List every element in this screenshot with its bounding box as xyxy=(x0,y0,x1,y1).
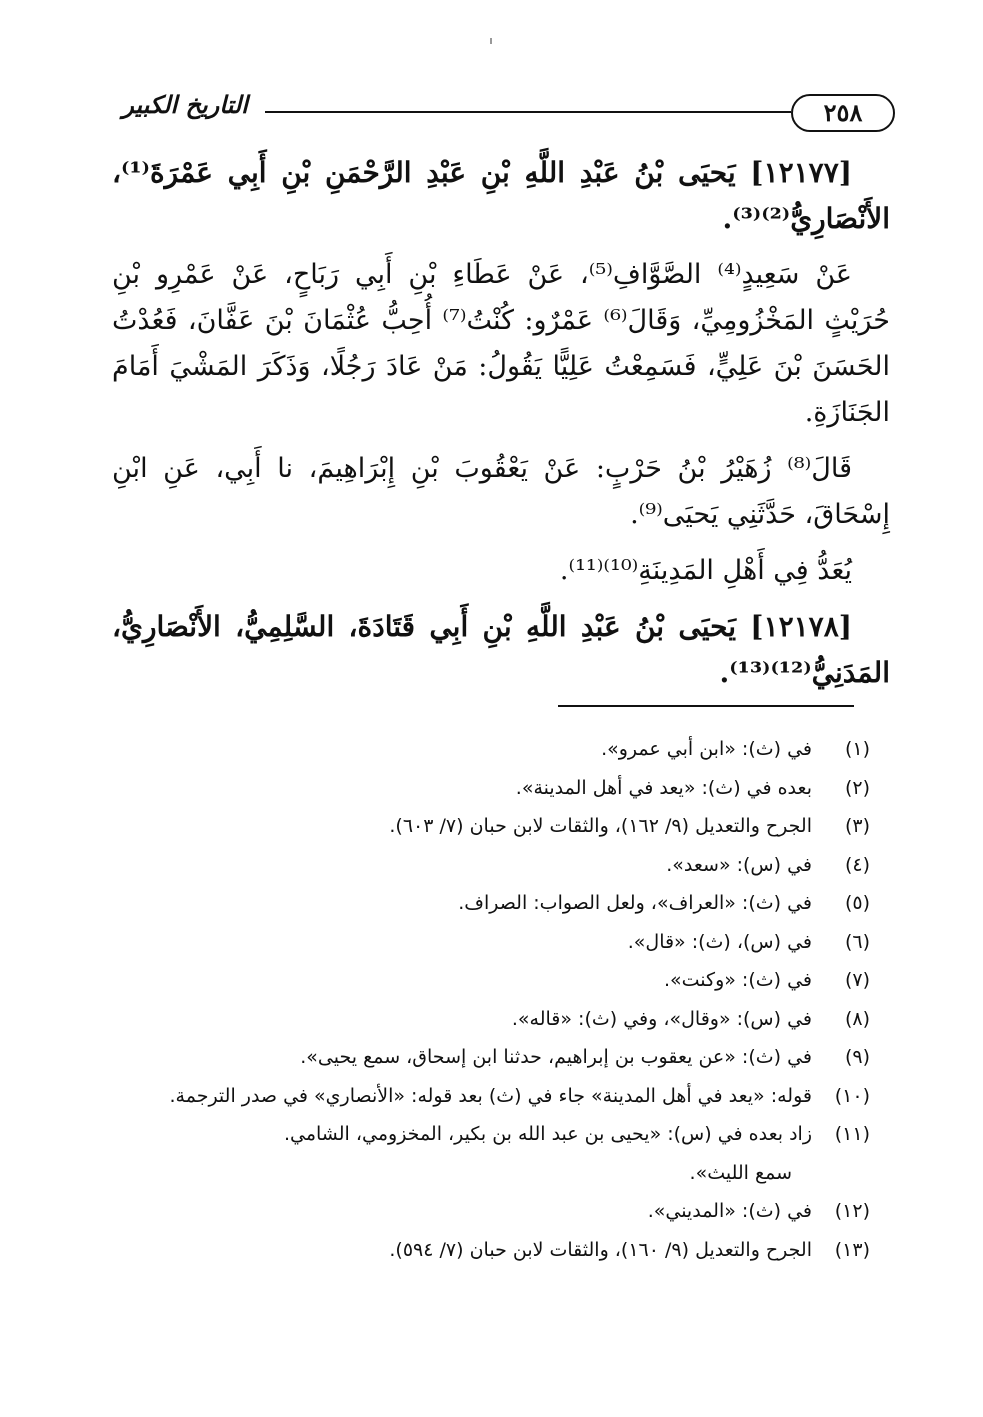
footnote-number: (٤) xyxy=(844,853,870,876)
footnote xyxy=(150,1192,870,1231)
footnote-text: في (س): «سعد». xyxy=(666,853,812,876)
footnote-number: (٦) xyxy=(844,930,870,953)
footnote-text: في (س)، (ث): «قال». xyxy=(627,930,812,953)
madina-paragraph: يُعَدُّ فِي أَهْلِ المَدِينَةِ⁽¹⁰⁾⁽¹¹⁾. xyxy=(559,555,852,586)
footnote-number: (٣) xyxy=(844,815,870,837)
footnote-text: قوله: «يعد في أهل المدينة» جاء في (ث) بعد قوله: «الأنصاري» في صدر الترجمة. xyxy=(169,1084,812,1107)
footnote-text: بعده في (ث): «يعد في أهل المدينة». xyxy=(515,776,812,799)
footnote xyxy=(150,846,870,885)
footnote xyxy=(150,1038,870,1077)
footnotes xyxy=(150,730,870,1269)
footnote xyxy=(150,807,870,846)
book-title: التاريخ الكبير xyxy=(122,90,248,119)
footnote-separator xyxy=(558,705,854,707)
footnote-continuation xyxy=(150,1154,870,1193)
footnote xyxy=(150,730,870,769)
header-rule xyxy=(265,111,791,113)
footnote-text: في (ث): «ابن أبي عمرو». xyxy=(601,738,812,760)
footnote xyxy=(150,923,870,962)
footnote-number: (١٢) xyxy=(834,1200,870,1222)
footnote-number: (١٠) xyxy=(834,1084,870,1107)
footnote xyxy=(150,884,870,923)
page-header xyxy=(115,88,895,138)
footnote-text: الجرح والتعديل (٩/ ١٦٠)، والثقات لابن حبان (٧/ ٥٩٤). xyxy=(389,1238,812,1261)
entry-12178-title: [١٢١٧٨] يَحيَى بْنُ عَبْدِ اللَّهِ بْنِ أَبِي قَتَادَةَ، السَّلِمِيُّ، الأَنْصَارِيُّ، المَدَنِيُّ⁽¹²⁾⁽¹³⁾. xyxy=(112,610,890,689)
footnote-number: (١١) xyxy=(834,1123,870,1145)
footnote-number: (٩) xyxy=(844,1046,870,1068)
footnote-text: الجرح والتعديل (٩/ ١٦٢)، والثقات لابن حبان (٧/ ٦٠٣). xyxy=(389,815,812,837)
footnote-number: (٥) xyxy=(844,892,870,914)
narration-paragraph: عَنْ سَعِيدٍ⁽⁴⁾ الصَّوَّافِ⁽⁵⁾، عَنْ عَطَاءِ بْنِ أَبِي رَبَاحٍ، عَنْ عَمْرِو بْنِ حُرَيْثٍ المَخْزُومِيِّ، وَقَالَ⁽⁶⁾ عَمْرٌو: كُنْتُ⁽⁷⁾ أُحِبُّ عُثْمَانَ بْنَ عَفَّانَ، فَعُدْتُ الحَسَنَ بْنَ عَلِيٍّ، فَسَمِعْتُ عَلِيًّا يَقُولُ: مَنْ عَادَ رَجُلًا، وَذَكَرَ المَشْيَ أَمَامَ الجَنَازَةِ. xyxy=(112,259,890,428)
footnote xyxy=(150,1077,870,1116)
footnote xyxy=(150,961,870,1000)
footnote-text: في (ث): «عن يعقوب بن إبراهيم، حدثنا ابن إسحاق، سمع يحيى». xyxy=(300,1046,812,1068)
footnote xyxy=(150,1231,870,1270)
zuhair-paragraph: قَالَ⁽⁸⁾ زُهَيْرُ بْنُ حَرْبٍ: عَنْ يَعْقُوبَ بْنِ إِبْرَاهِيمَ، نا أَبِي، عَنِ ابْنِ إِسْحَاقَ، حَدَّثَنِي يَحيَى⁽⁹⁾. xyxy=(112,453,890,530)
footnote xyxy=(150,1115,870,1154)
footnote-text: في (ث): «المديني». xyxy=(647,1200,812,1222)
footnote-text: زاد بعده في (س): «يحيى بن عبد الله بن بكير، المخزومي، الشامي. xyxy=(283,1123,812,1145)
footnote-text: في (ث): «وكنت». xyxy=(663,969,812,991)
footnote-text: في (ث): «العراف»، ولعل الصواب: الصراف. xyxy=(458,892,812,914)
footnote-number: (١٣) xyxy=(834,1238,870,1261)
footnote-text: في (س): «وقال»، وفي (ث): «قاله». xyxy=(511,1007,812,1030)
page-number: ٢٥٨ xyxy=(791,94,895,132)
footnote-number: (٢) xyxy=(844,776,870,799)
entry-12177-title: [١٢١٧٧] يَحيَى بْنُ عَبْدِ اللَّهِ بْنِ عَبْدِ الرَّحْمَنِ بْنِ أَبِي عَمْرَةَ⁽¹⁾، الأَنْصَارِيُّ⁽²⁾⁽³⁾. xyxy=(112,156,890,235)
footnote-number: (١) xyxy=(844,738,870,760)
footnote-number: (٨) xyxy=(844,1007,870,1030)
footnote xyxy=(150,1000,870,1039)
top-margin-mark xyxy=(490,38,492,44)
main-text xyxy=(112,150,890,706)
footnote xyxy=(150,769,870,808)
footnote-number xyxy=(812,1154,870,1193)
footnote-number: (٧) xyxy=(844,969,870,991)
footnote-text: سمع الليث». xyxy=(689,1161,792,1184)
